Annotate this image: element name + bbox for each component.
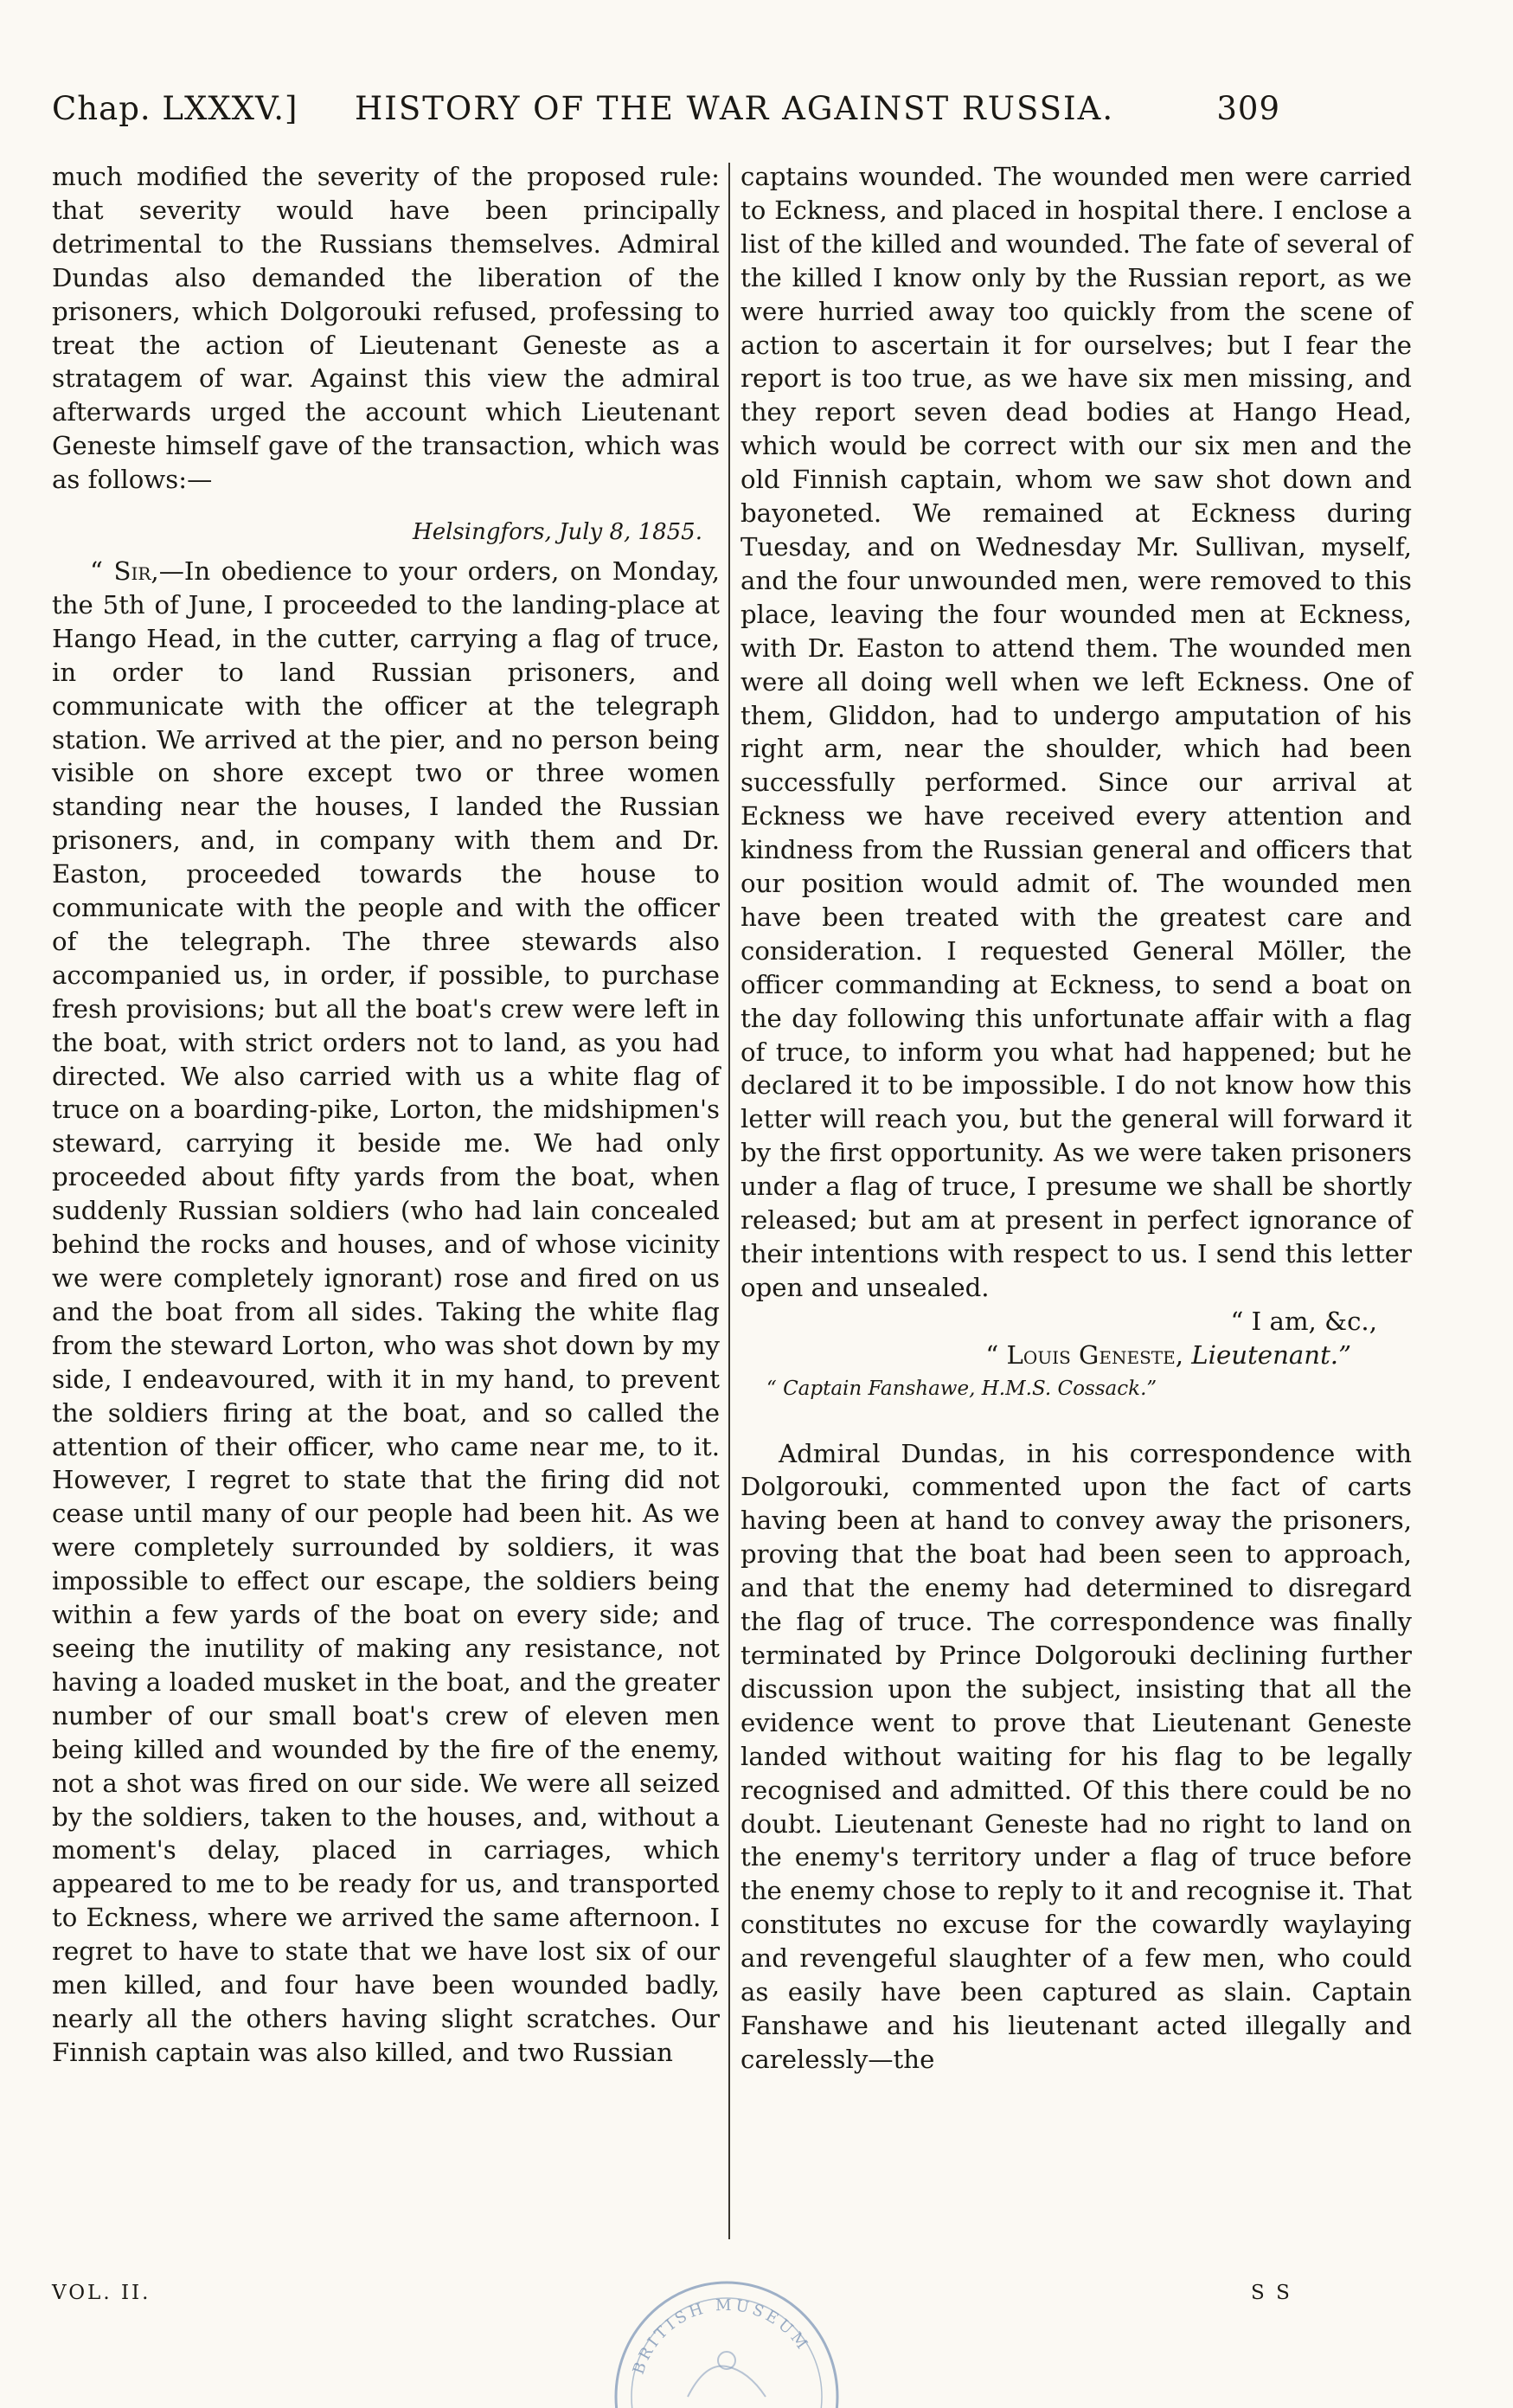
running-title: HISTORY OF THE WAR AGAINST RUSSIA. (355, 90, 1115, 127)
closing-paragraph: Admiral Dundas, in his correspondence with Dolgorouki, commented upon the fact of carts having been at hand to convey away the prisoners, proving that the boat had been seen to approach, and that the enemy had determined to disregard the flag of truce. The correspondence was finally terminated by Prince Dolgorouki declining further discussion upon the subject, insisting that all the evidence went to prove that Lieutenant Geneste landed without waiting for his flag to be legally recognised and admitted. Of this there could be no doubt. Lieutenant Geneste had no right to land on the enemy's territory under a flag of truce before the enemy chose to reply to it and recognise it. That constitutes no excuse for the cowardly waylaying and revengeful slaughter of a few men, who could as easily have been captured as slain. Captain Fanshawe and his lieutenant acted illegally and carelessly—the (740, 1438, 1412, 2074)
volume-label: VOL. II. (52, 2282, 151, 2304)
letter-dateline: Helsingfors, July 8, 1855. (413, 519, 702, 546)
opening-paragraph: much modified the severity of the proposed rule: that severity would have been principally detrimental to the Russians themselves. Admiral Dundas also demanded the liberation of the prisoners, which Dolgorouki refused, professing to treat the action of Lieutenant Geneste as a stratagem of war. Against this view the admiral afterwards urged the account which Lieutenant Geneste himself gave of the transaction, which was as follows:— (52, 162, 720, 495)
signature-mark: S S (1251, 2282, 1292, 2304)
page-number: 309 (1216, 90, 1280, 127)
chapter-label: Chap. LXXXV.] (52, 90, 298, 127)
library-stamp (606, 2267, 848, 2408)
letter-body-text: —In obedience to your orders, on Monday, the 5th of June, I proceeded to the landing-place at Hango Head, in the cutter, carrying a flag of truce, in order to land Russian prisoners, and communicate with the officer at the telegraph station. We arrived at the pier, and no person being visible on shore except two or three women standing near the houses, I landed the Russian prisoners, and, in company with them and Dr. Easton, proceeded towards the house to communicate with the people and with the officer of the telegraph. The three stewards also accompanied us, in order, if possible, to purchase fresh provisions; but all the boat's crew were left in the boat, with strict orders not to land, as you had directed. We also carried with us a white flag of truce on a boarding-pike, Lorton, the midshipmen's steward, carrying it beside me. We had only proceeded about fifty yards from the boat, when suddenly Russian soldiers (who had lain concealed behind the rocks and houses, and of whose vicinity we were completely ignorant) rose and fired on us and the boat from all sides. Taking the white flag from the steward Lorton, who was shot down by my side, I endeavoured, with it in my hand, to prevent the soldiers firing at the boat, and so called the attention of their officer, who came near me, to it. However, I regret to state that the firing did not cease until many of our people had been hit. As we were completely surrounded by soldiers, it was impossible to effect our escape, the soldiers being within a few yards of the boat on every side; and seeing the inutility of making any resistance, not having a loaded musket in the boat, and the greater number of our small boat's crew of eleven men being killed and wounded by the fire of the enemy, not a shot was fired on our side. We were all seized by the soldiers, taken to the houses, and, without a moment's delay, placed in carriages, which appeared to me to be ready for us, and transported to Eckness, where we arrived the same afternoon. I regret to have to state that we have lost six of our men killed, and four have been wounded badly, nearly all the others having slight scratches. Our Finnish captain was also killed, and two Russian (52, 555, 721, 2067)
letter-signoff: “ I am, &c., (1230, 1306, 1377, 1336)
signature-name: “ Louis Geneste, (985, 1339, 1183, 1370)
left-column (52, 160, 720, 2070)
letter-addressee: “ Captain Fanshawe, H.M.S. Cossack.” (766, 1377, 1157, 1400)
stamp-text: BRITISH MUSEUM (629, 2296, 813, 2377)
letter-salutation: “ Sir, (90, 555, 159, 586)
column-divider (728, 163, 730, 2239)
signature-rank: Lieutenant.” (1191, 1339, 1351, 1370)
letter-body (52, 555, 720, 2070)
running-header (52, 90, 1280, 142)
right-column (740, 160, 1412, 2077)
letter-signature (740, 1339, 1351, 1372)
letter-continued: captains wounded. The wounded men were carried to Eckness, and placed in hospital there. I enclose a list of the killed and wounded. The fate of several of the killed I know only by the Russian report, as we were hurried away too quickly from the scene of action to ascertain it for ourselves; but I fear the report is too true, as we have six men missing, and they report seven dead bodies at Hango Head, which would be correct with our six men and the old Finnish captain, whom we saw shot down and bayoneted. We remained at Eckness during Tuesday, and on Wednesday Mr. Sullivan, myself, and the four unwounded men, were removed to this place, leaving the four wounded men at Eckness, with Dr. Easton to attend them. The wounded men were all doing well when we left Eckness. One of them, Gliddon, had to undergo amputation of his right arm, near the shoulder, which had been successfully performed. Since our arrival at Eckness we have received every attention and kindness from the Russian general and officers that our position would admit of. The wounded men have been treated with the greatest care and consideration. I requested General Möller, the officer commanding at Eckness, to send a boat on the day following this unfortunate affair with a flag of truce, to inform you what had happened; but he declared it to be impossible. I do not know how this letter will reach you, but the general will forward it by the first opportunity. As we were taken prisoners under a flag of truce, I presume we shall be shortly released; but am at present in perfect ignorance of their intentions with respect to us. I send this letter open and unsealed. (740, 162, 1412, 1302)
